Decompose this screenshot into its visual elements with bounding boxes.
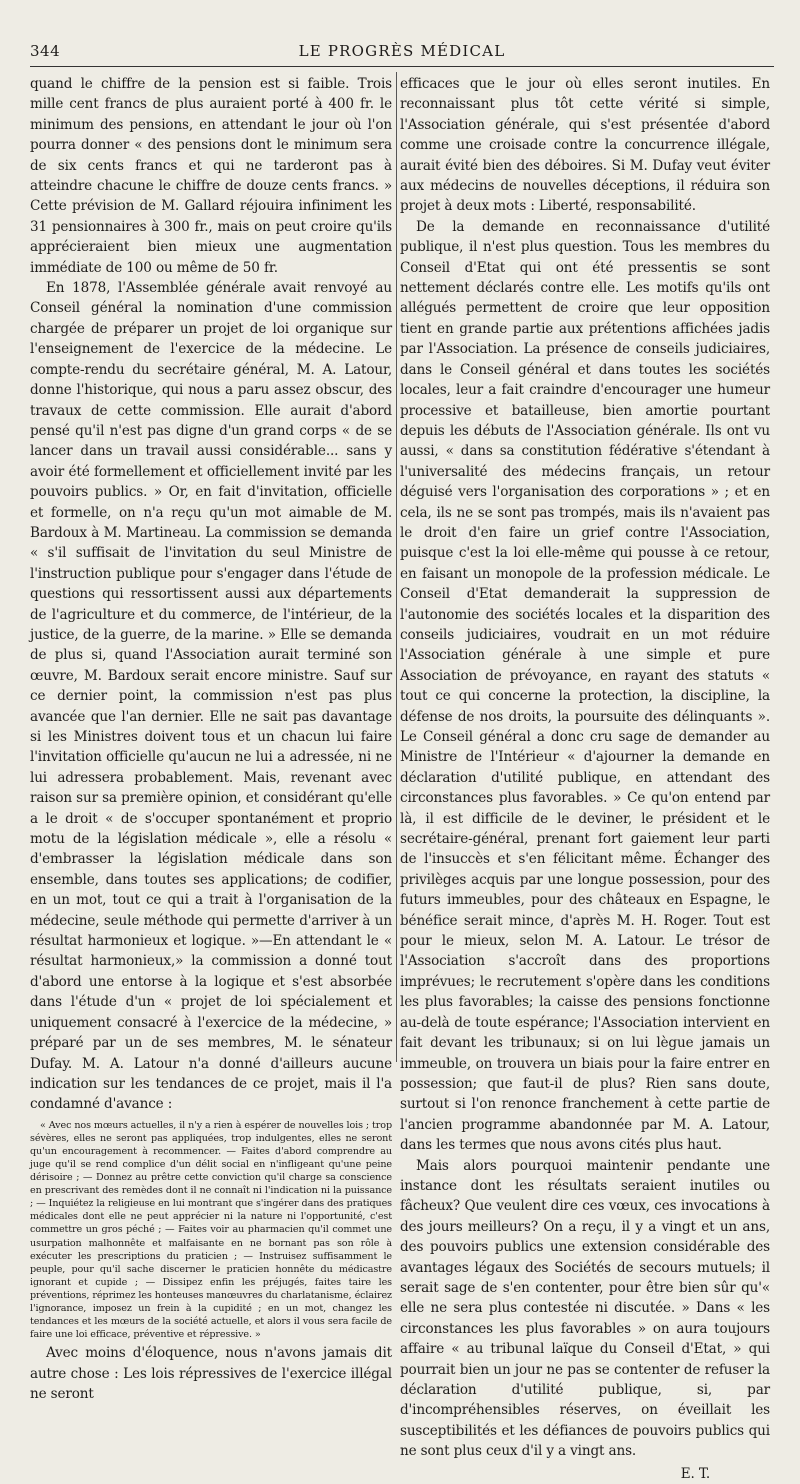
left-paragraph-3: Avec moins d'éloquence, nous n'avons jamais dit autre chose : Les lois répressives de l'exercice illégal ne seront: [30, 1345, 392, 1403]
left-paragraph-1: quand le chiffre de la pension est si faible. Trois mille cent francs de plus auraient porté à 400 fr. le minimum des pensions, en attendant le jour où l'on pourra donner « des pensions dont le minimum sera de six cents francs et qui ne tarderont pas à atteindre chacune le chiffre de douze cents francs. » Cette prévision de M. Gallard réjouira infiniment les 31 pensionnaires à 300 fr., mais on peut croire qu'ils apprécieraient bien mieux une augmentation immédiate de 100 ou même de 50 fr.: [30, 76, 392, 276]
right-paragraph-2: De la demande en reconnaissance d'utilité publique, il n'est plus question. Tous les membres du Conseil d'Etat qui ont été pressentis se sont nettement déclarés contre elle. Les motifs qu'ils ont allégués permettent de croire que leur opposition tient en grande partie aux prétentions affichées jadis par l'Association. La présence de conseils judiciaires, dans le Conseil général et dans toutes les sociétés locales, leur a fait craindre d'encourager une humeur processive et batailleuse, bien amortie pourtant depuis les débuts de l'Association générale. Ils ont vu aussi, « dans sa constitution fédérative s'étendant à l'universalité des médecins français, un retour déguisé vers l'organisation des corporations » ; et en cela, ils ne se sont pas trompés, mais ils n'avaient pas le droit d'en faire un grief contre l'Association, puisque c'est la loi elle-même qui pousse à ce retour, en faisant un monopole de la profession médicale. Le Conseil d'Etat demanderait la suppression de l'autonomie des sociétés locales et la disparition des conseils judiciaires, voudrait en un mot réduire l'Association générale à une simple et pure Association de prévoyance, en rayant des statuts « tout ce qui concerne la protection, la discipline, la défense de nos droits, la poursuite des délinquants ». Le Conseil général a donc cru sage de demander au Ministre de l'Intérieur « d'ajourner la demande en déclaration d'utilité publique, en attendant des circonstances plus favorables. » Ce qu'on entend par là, il est difficile de le deviner, le président et le secrétaire-général, prenant fort gaiement leur parti de l'insuccès et s'en félicitant même. Échanger des privilèges acquis par une longue possession, pour des futurs immeubles, pour des châteaux en Espagne, le bénéfice serait mince, d'après M. H. Roger. Tout est pour le mieux, selon M. A. Latour. Le trésor de l'Association s'accroît dans des proportions imprévues; le recrutement s'opère dans les conditions les plus favorables; la caisse des pensions fonctionne au-delà de toute espérance; l'Association intervient en fait devant les tribunaux; si on lui lègue jamais un immeuble, on trouvera un biais pour la faire entrer en possession; que faut-il de plus? Rien sans doute, surtout si l'on renonce franchement à cette partie de l'ancien programme abandonnée par M. A. Latour, dans les termes que nous avons cités plus haut.: [400, 218, 770, 1154]
journal-title: LE PROGRÈS MÉDICAL: [298, 42, 506, 60]
left-paragraph-2: En 1878, l'Assemblée générale avait renvoyé au Conseil général la nomination d'une commission chargée de préparer un projet de loi organique sur l'enseignement de l'exercice de la médecine. Le compte-rendu du secrétaire général, M. A. Latour, donne l'historique, qui nous a paru assez obscur, des travaux de cette commission. Elle aurait d'abord pensé qu'il n'est pas digne d'un grand corps « de se lancer dans un travail aussi considérable... sans y avoir été formellement et officiellement invité par les pouvoirs publics. » Or, en fait d'invitation, officielle et formelle, on n'a reçu qu'un mot aimable de M. Bardoux à M. Martineau. La commission se demanda « s'il suffisait de l'invitation du seul Ministre de l'instruction publique pour s'engager dans l'étude de questions qui ressortissent aussi aux départements de l'agriculture et du commerce, de l'intérieur, de la justice, de la guerre, de la marine. » Elle se demanda de plus si, quand l'Association aurait terminé son œuvre, M. Bardoux serait encore ministre. Sauf sur ce dernier point, la commission n'est pas plus avancée que l'an dernier. Elle ne sait pas davantage si les Ministres doivent tous et un chacun lui faire l'invitation officielle qu'aucun ne lui a adressée, ni ne lui adressera probablement. Mais, revenant avec raison sur sa première opinion, et considérant qu'elle a le droit « de s'occuper spontanément et proprio motu de la législation médicale », elle a résolu « d'embrasser la législation médicale dans son ensemble, dans toutes ses applications; de codifier, en un mot, tout ce qui a trait à l'organisation de la médecine, seule méthode qui permette d'arriver à un résultat harmonieux et logique. »—En attendant le « résultat harmonieux,» la commission a donné tout d'abord une entorse à la logique et s'est absorbée dans l'étude d'un « projet de loi spécialement et uniquement consacré à l'exercice de la médecine, » préparé par un de ses membres, M. le sénateur Dufay. M. A. Latour n'a donné d'ailleurs aucune indication sur les tendances de ce projet, mais il l'a condamné d'avance :: [30, 280, 392, 1113]
footnote-quote: [30, 1119, 392, 1342]
column-divider: [396, 72, 397, 1062]
right-paragraph-3: Mais alors pourquoi maintenir pendante une instance dont les résultats seraient inutiles ou fâcheux? Que veulent dire ces vœux, ces invocations à des jours meilleurs? On a reçu, il y a vingt et un ans, des pouvoirs publics une extension considérable des avantages légaux des Sociétés de secours mutuels; il serait sage de s'en contenter, pour être bien sûr qu'« elle ne sera plus contestée ni discutée. » Dans « les circonstances les plus favorables » on aura toujours affaire « au tribunal laïque du Conseil d'Etat, » qui pourrait bien un jour ne pas se contenter de refuser la déclaration d'utilité publique, si, par d'incompréhensibles réserves, on éveillait les susceptibilités et les défiances de pouvoirs publics qui ne sont plus ceux d'il y a vingt ans.: [400, 1157, 770, 1460]
footnote-text: « Avec nos mœurs actuelles, il n'y a rien à espérer de nouvelles lois ; trop sévères, elles ne seront pas appliquées, trop indulgentes, elles ne seront qu'un encouragement à recommencer. — Faites d'abord comprendre au juge qu'il se rend complice d'un délit social en n'infligeant qu'une peine dérisoire ; — Donnez au prêtre cette conviction qu'il charge sa conscience en prescrivant des remèdes dont il ne connaît ni l'indication ni la puissance ; — Inquiétez la religieuse en lui montrant que s'ingérer dans des pratiques médicales dont elle ne peut apprécier ni la nature ni l'opportunité, c'est commettre un gros péché ; — Faites voir au pharmacien qu'il commet une usurpation malhonnête et malfaisante en ne bornant pas son rôle à exécuter les prescriptions du praticien ; — Instruisez suffisamment le peuple, pour qu'il sache discerner le praticien honnête du médicastre ignorant et cupide ; — Dissipez enfin les préjugés, faites taire les préventions, réprimez les honteuses manœuvres du charlatanisme, éclairez l'ignorance, imposez un frein à la cupidité ; en un mot, changez les tendances et les mœurs de la société actuelle, et alors il vous sera facile de faire une loi efficace, préventive et répressive. »: [30, 1119, 392, 1341]
right-paragraph-1: efficaces que le jour où elles seront inutiles. En reconnaissant plus tôt cette vérité si simple, l'Association générale, qui s'est présentée d'abord comme une croisade contre la concurrence illégale, aurait évité bien des déboires. Si M. Dufay veut éviter aux médecins de nouvelles déceptions, il réduira son projet à deux mots : Liberté, responsabilité.: [400, 76, 770, 215]
header-rule: [30, 66, 774, 67]
left-column: [30, 74, 392, 1405]
author-signature: E. T.: [680, 1465, 710, 1482]
page-number: 344: [30, 42, 61, 60]
right-column: [400, 74, 770, 1484]
page-header: [30, 42, 774, 64]
